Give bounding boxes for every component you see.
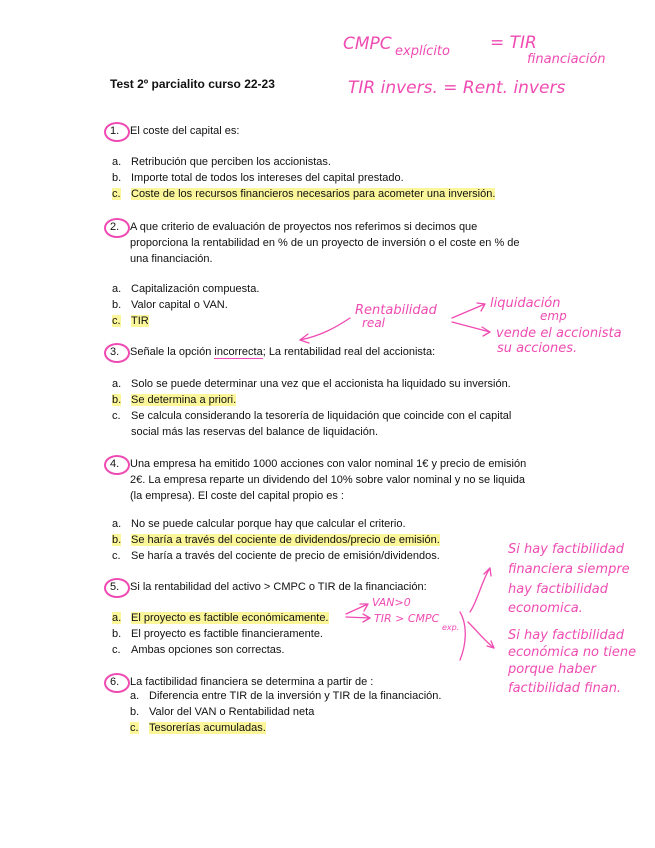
question-number: 3. bbox=[110, 346, 120, 358]
handwritten-financiacion: financiación bbox=[527, 52, 606, 67]
arrow-to-vende bbox=[452, 322, 490, 332]
pink-circle-mark bbox=[104, 343, 130, 363]
pink-circle-mark bbox=[104, 673, 130, 693]
question-1-number bbox=[110, 125, 119, 137]
option-letter: b. bbox=[112, 534, 122, 546]
option-text-highlighted: Se haría a través del cociente de dividendos/precio de emisión. bbox=[131, 534, 440, 546]
arrow-rentabilidad-to-tir bbox=[300, 318, 350, 340]
tick-right bbox=[460, 612, 465, 660]
option-letter: b. bbox=[112, 299, 122, 311]
question-2-text bbox=[130, 219, 560, 267]
handwritten-vende-accionista: vende el accionista bbox=[496, 326, 622, 341]
text-segment: ; La rentabilidad real del accionista: bbox=[262, 346, 436, 358]
page-title: Test 2º parcialito curso 22-23 bbox=[110, 77, 275, 91]
handwritten-line: Si hay factibilidad bbox=[508, 542, 624, 557]
arrow-to-van bbox=[346, 604, 368, 614]
option-text: Solo se puede determinar una vez que el accionista ha liquidado su inversión. bbox=[131, 378, 511, 390]
option-text-highlighted: TIR bbox=[131, 315, 149, 327]
handwritten-line: Si hay factibilidad bbox=[508, 628, 624, 643]
text-segment: Señale la opción bbox=[130, 346, 215, 358]
question-number: 4. bbox=[110, 458, 120, 470]
handwritten-line: porque haber bbox=[508, 662, 596, 677]
text-line: Una empresa ha emitido 1000 acciones con valor nominal 1€ y precio de emisión bbox=[130, 458, 527, 470]
option-letter: a. bbox=[130, 690, 140, 702]
handwritten-line: hay factibilidad bbox=[508, 582, 608, 597]
question-4-number bbox=[110, 458, 119, 470]
handwritten-eq-tir: = TIR bbox=[490, 33, 537, 53]
option-letter: c. bbox=[112, 410, 121, 422]
text-line: (la empresa). El coste del capital propio es : bbox=[130, 490, 344, 502]
handwritten-explicito: explícito bbox=[395, 44, 450, 59]
question-1-text: El coste del capital es: bbox=[130, 125, 240, 137]
option-letter: a. bbox=[112, 283, 122, 295]
option-letter: b. bbox=[112, 394, 122, 406]
handwritten-cmpc: CMPC bbox=[343, 34, 392, 54]
handwritten-van: VAN>0 bbox=[372, 596, 411, 609]
pink-circle-mark bbox=[104, 218, 130, 238]
handwritten-line: economica. bbox=[508, 601, 583, 616]
option-letter: c. bbox=[112, 644, 121, 656]
underlined-word: incorrecta bbox=[214, 346, 263, 358]
question-3-text bbox=[130, 344, 560, 360]
option-text-highlighted: El proyecto es factible económicamente. bbox=[131, 612, 329, 624]
question-number: 5. bbox=[110, 581, 120, 593]
option-text: Retribución que perciben los accionistas. bbox=[131, 156, 331, 168]
handwritten-line: económica no tiene bbox=[508, 645, 637, 660]
option-letter: a. bbox=[112, 378, 122, 390]
handwritten-exp: exp. bbox=[442, 623, 460, 632]
question-6-number bbox=[110, 676, 119, 688]
arrow-to-liquidacion bbox=[452, 304, 485, 318]
handwritten-line: financiera siempre bbox=[508, 562, 630, 577]
option-text-highlighted: Coste de los recursos financieros necesarios para acometer una inversión. bbox=[131, 188, 496, 200]
handwritten-su-acciones: su acciones. bbox=[497, 341, 578, 356]
option-text: Ambas opciones son correctas. bbox=[131, 644, 285, 656]
arrow-to-tir-cmpc bbox=[346, 617, 370, 618]
question-6-text: La factibilidad financiera se determina a partir de : bbox=[130, 676, 374, 688]
option-letter: b. bbox=[130, 706, 140, 718]
option-letter: c. bbox=[112, 550, 121, 562]
option-text: Se calcula considerando la tesorería de liquidación que coincide con el capital bbox=[131, 410, 512, 422]
option-letter: a. bbox=[112, 156, 122, 168]
pink-circle-mark bbox=[104, 122, 130, 142]
text-line: A que criterio de evaluación de proyectos nos referimos si decimos que bbox=[130, 221, 478, 233]
question-4-text bbox=[130, 456, 560, 504]
option-text-highlighted: Tesorerías acumuladas. bbox=[149, 722, 266, 734]
option-letter: c. bbox=[112, 315, 121, 327]
option-letter: a. bbox=[112, 518, 122, 530]
pink-circle-mark bbox=[104, 578, 130, 598]
option-text: Se haría a través del cociente de precio de emisión/dividendos. bbox=[131, 550, 440, 562]
option-text: Valor del VAN o Rentabilidad neta bbox=[149, 706, 315, 718]
question-number: 1. bbox=[110, 125, 120, 137]
question-5-number bbox=[110, 581, 119, 593]
option-text-highlighted: Se determina a priori. bbox=[131, 394, 237, 406]
text-line: 2€. La empresa reparte un dividendo del 10% sobre valor nominal y no se liquida bbox=[130, 474, 526, 486]
option-letter: b. bbox=[112, 628, 122, 640]
handwritten-tir-cmpc: TIR > CMPC bbox=[374, 612, 440, 625]
handwritten-tir-invers: TIR invers. = Rent. invers bbox=[348, 78, 566, 98]
option-letter: b. bbox=[112, 172, 122, 184]
option-letter: a. bbox=[112, 612, 122, 624]
option-text: Valor capital o VAN. bbox=[131, 299, 228, 311]
question-5-text: Si la rentabilidad del activo > CMPC o TIR de la financiación: bbox=[130, 581, 427, 593]
option-text: No se puede calcular porque hay que calcular el criterio. bbox=[131, 518, 406, 530]
handwritten-rentabilidad: Rentabilidad bbox=[355, 303, 437, 318]
question-2-number bbox=[110, 221, 119, 233]
option-letter: c. bbox=[112, 188, 121, 200]
handwritten-emp: emp bbox=[540, 309, 567, 323]
option-text: El proyecto es factible financieramente. bbox=[131, 628, 323, 640]
handwritten-line: factibilidad finan. bbox=[508, 681, 622, 696]
question-number: 2. bbox=[110, 221, 120, 233]
handwritten-liquidacion: liquidación bbox=[490, 296, 561, 311]
option-text: Importe total de todos los intereses del capital prestado. bbox=[131, 172, 404, 184]
text-line: proporciona la rentabilidad en % de un proyecto de inversión o el coste en % de bbox=[130, 237, 520, 249]
pink-circle-mark bbox=[104, 455, 130, 475]
option-text: Diferencia entre TIR de la inversión y TIR de la financiación. bbox=[149, 690, 442, 702]
option-text: Capitalización compuesta. bbox=[131, 283, 260, 295]
option-text: social más las reservas del balance de liquidación. bbox=[131, 426, 379, 438]
question-3-number bbox=[110, 346, 119, 358]
option-letter: c. bbox=[130, 722, 139, 734]
question-number: 6. bbox=[110, 676, 120, 688]
text-line: una financiación. bbox=[130, 253, 213, 265]
handwritten-real: real bbox=[362, 316, 386, 330]
